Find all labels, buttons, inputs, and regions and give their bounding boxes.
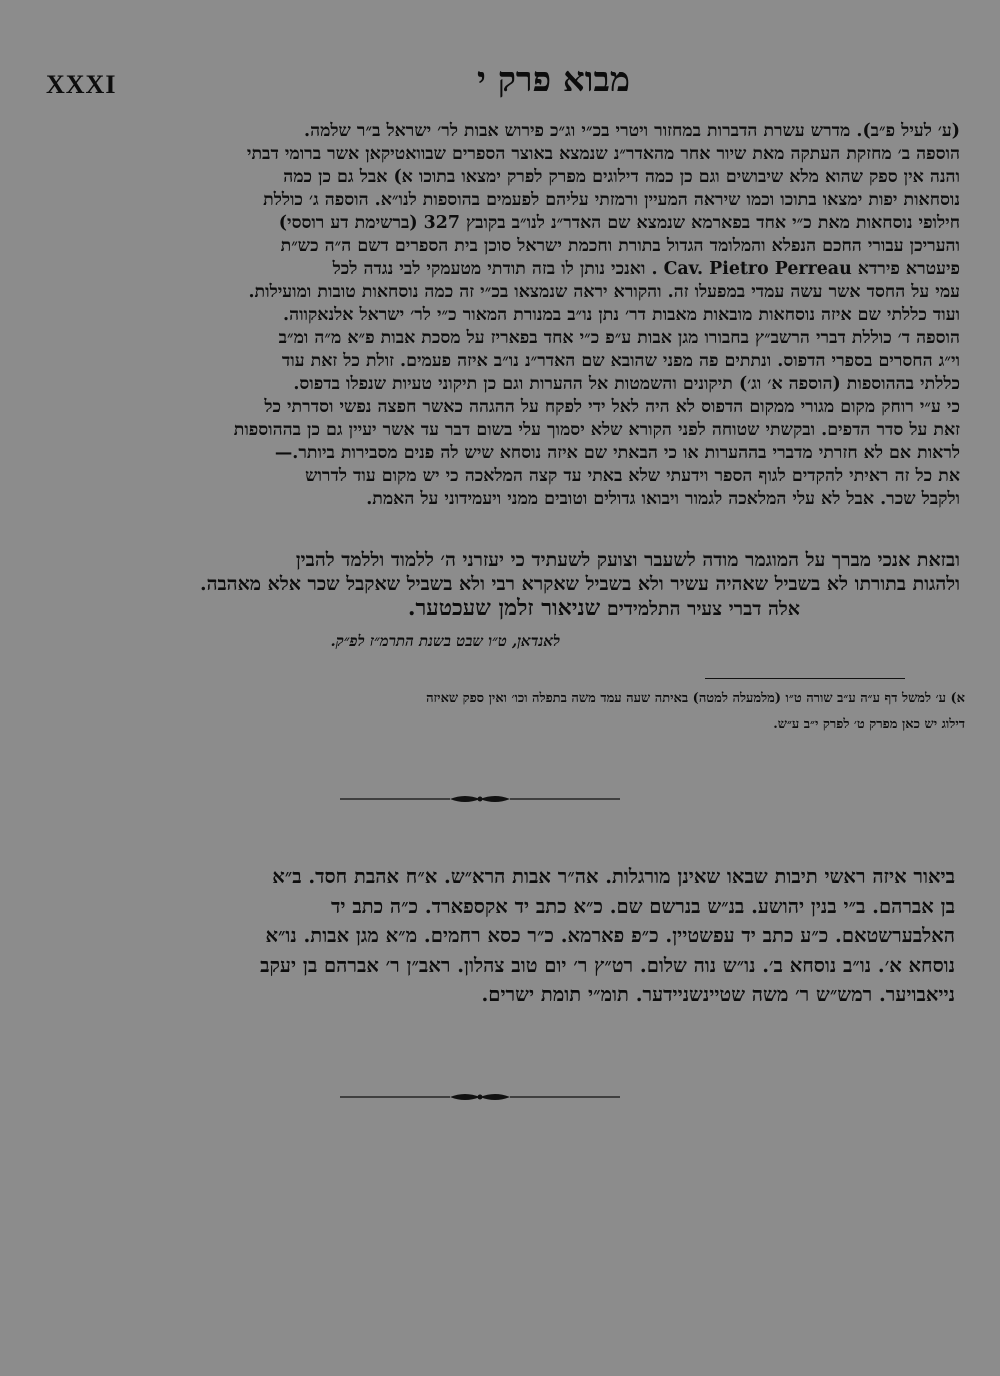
- closing-paragraph: [40, 548, 960, 620]
- footnote-rule: [705, 678, 905, 679]
- text-line: ועוד כללתי שם איזה נוסחאות מובאות מאבות דר׳ נתן נו״ב במנורת המאור כ״י לר׳ ישראל אלנאקווה.: [283, 305, 960, 325]
- text-line: חילופי נוסחאות מאת כ״י אחד בפארמא שנמצא שם האדר״נ לנו״ב בקובץ 327 (ברשימת דע רוססי): [278, 213, 960, 233]
- text-line: הוספה ב׳ מחזקת העתקה מאת שיור אחר מהאדר״נ שנמצא באוצר הספרים שבוואטיקאן אשר ברומי דבתי: [246, 144, 960, 164]
- signature-prefix: אלה דברי צעיר התלמידים: [606, 598, 800, 620]
- text-line: ולקבל שכר. אבל לא עלי המלאכה לגמור ויבואו גדולים וטובים ממני ויעמידוני על האמת.: [366, 489, 960, 509]
- text-line: עמי על החסד אשר עשה עמדי במפעלו זה. והקורא יראה שנמצאו בכ״י זה כמה נוסחאות טובות ומועילות.: [248, 282, 960, 302]
- text-line: והעריכן עבורי החכם הנפלא והמלומד הגדול בתורת וחכמת ישראל סוכן בית הספרים דשם ה״ה כש״ת: [280, 236, 960, 256]
- text-line: לראות אם לא חזרתי מדברי בההערות או כי הבאתי שם איזה נוסחא שיש לה פנים מסבירות ביותר.—: [274, 443, 960, 463]
- dateline: לאנדאן, ט״ו שבט בשנת התרמ״ז לפ״ק.: [330, 632, 560, 650]
- abbrev-line: נוסחא א׳. נו״ב נוסחא ב׳. נו״ש נוה שלום. רט״ץ ר׳ יום טוב צהלון. ראב״ן ר׳ אברהם בן יעקב: [260, 953, 955, 977]
- text-line: וי״ג החסרים בספרי הדפוס. ונתתים פה מפני שהובא שם האדר״נ נו״ב איזה פעמים. זולת כל זאת עוד: [281, 351, 960, 371]
- text-line: פיעטרא פירדא Cav. Pietro Perreau . ואנכי נותן לו בזה תודתי מטעמקי לבי נגדה לכל: [332, 259, 960, 279]
- ornamental-divider: [340, 792, 620, 806]
- footnote-line: א) ע׳ למשל דף ע״ה ע״ב שורה ט״ו (מלמעלה למטה) באיתה שעה עמד משה בתפלה וכו׳ ואין ספק שאיזה: [426, 691, 965, 706]
- text-line: ובזאת אנכי מברך על המוגמר מודה לשעבר וצועק לשעתיד כי יעזרני ה׳ ללמוד וללמד להבין: [295, 549, 960, 571]
- text-line: ולהגות בתורתו לא בשביל שאהיה עשיר ולא בשביל שאקרא רבי ולא בשביל שאקבל שכר אלא מאהבה.: [199, 573, 960, 595]
- footnote-line: דילוג יש כאן מפרק ט׳ לפרק י״ב ע״ש.: [773, 717, 965, 732]
- abbrev-line: בן אברהם. ב״י בנין יהושע. בנ״ש בנרשם שם. כ״א כתב יד אקספארד. כ״ה כתב יד: [331, 894, 955, 918]
- page-header: [40, 60, 960, 110]
- author-name: שניאור זלמן שעכטער.: [407, 596, 601, 620]
- text-line: כי ע״י רוחק מקום מגורי ממקום הדפוס לא היה לאל ידי לפקח על ההגהה כאשר חפצה נפשי וסדרתי כל: [264, 397, 960, 417]
- text-line: זאת על סדר הדפים. ובקשתי שטוחה לפני הקורא שלא יסמוך עלי בשום דבר עד אשר יעיין גם כן בההוספות: [233, 420, 960, 440]
- chapter-title: מבוא פרק י: [476, 60, 630, 100]
- text-line: את כל זה ראיתי להקדים לגוף הספר וידעתי שלא באתי עד קצה המלאכה כי יש מקום עוד לדרוש: [305, 466, 960, 486]
- text-line: והנה אין ספק שהוא מלא שיבושים וגם כן כמה דילוגים מפרק לפרק ימצאו בתוכו א) אבל גם כן כמה: [283, 167, 960, 187]
- abbrev-line: האלבערשטאם. כ״ע כתב יד עפשטיין. כ״פ פארמא. כ״ר כסא רחמים. מ״א מגן אבות. נו״א: [265, 924, 955, 947]
- text-line: (ע׳ לעיל פ״ב). מדרש עשרת הדברות במחזור ויטרי בכ״י וג״כ פירוש אבות לר׳ ישראל ב״ר שלמה.: [304, 121, 960, 141]
- main-paragraph: [40, 120, 960, 511]
- signature: [40, 596, 960, 620]
- abbreviations-section: [40, 862, 955, 1010]
- abbrev-line: נייאבויער. רמש״ש ר׳ משה שטיינשניידער. תומ״י תומת ישרים.: [481, 983, 955, 1006]
- footnote: [40, 686, 965, 738]
- ornamental-divider: [340, 1090, 620, 1104]
- abbrev-line: ביאור איזה ראשי תיבות שבאו שאינן מורגלות. אה״ר אבות הרא״ש. א״ח אהבת חסד. ב״א: [272, 865, 955, 888]
- page-number: XXXI: [46, 70, 117, 99]
- text-line: הוספה ד׳ כוללת דברי הרשב״ץ בחבורו מגן אבות ע״פ כ״י אחד בפאריז על מסכת אבות פ״א מ״ה ומ״ב: [278, 328, 960, 348]
- text-line: נוסחאות יפות ימצאו בתוכו וכמו שיראה המעיין ורמזתי עליהם לפעמים בהוספות לנו״א. הוספה ג׳ כוללת: [263, 190, 960, 210]
- text-line: כללתי בההוספות (הוספה א׳ וג׳) תיקונים והשמטות אל ההערות וגם כן תיקוני טעיות שנפלו בדפוס.: [293, 374, 960, 394]
